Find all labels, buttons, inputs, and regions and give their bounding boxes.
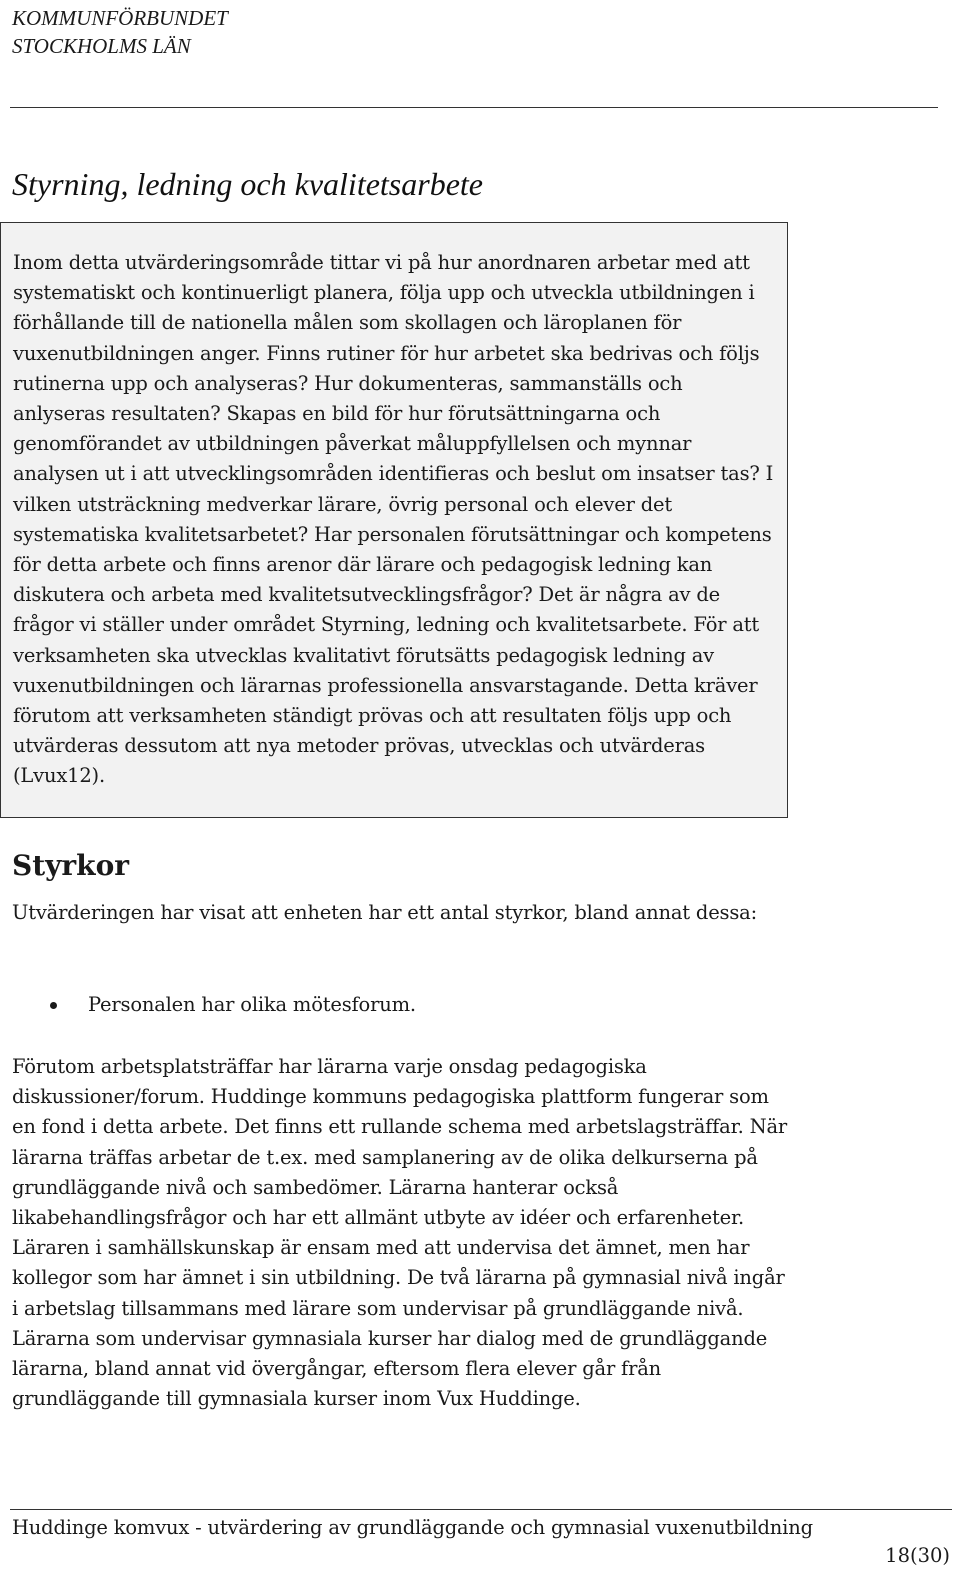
header-org-line-1: KOMMUNFÖRBUNDET bbox=[12, 6, 228, 30]
page-title: Styrning, ledning och kvalitetsarbete bbox=[12, 166, 483, 202]
intro-text: Inom detta utvärderingsområde tittar vi på hur anordnaren arbetar med att systematiskt och kontinuerligt planera, följa upp och utveckla utbildningen i förhållande till de nationella målen som skollagen och läroplanen för vuxenutbildningen anger. Finns rutiner för hur arbetet ska bedrivas och följs rutinerna upp och analyseras? Hur dokumenteras, sammanställs och anlyseras resultaten? Skapas en bild för hur förutsättningarna och genomförandet av utbildningen påverkat måluppfyllelsen och mynnar analysen ut i att utvecklingsområden identifieras och beslut om insatser tas? I vilken utsträckning medverkar lärare, övrig personal och elever det systematiska kvalitetsarbetet? Har personalen förutsättningar och kompetens för detta arbete och finns arenor där lärare och pedagogisk ledning kan diskutera och arbeta med kvalitetsutvecklingsfrågor? Det är några av de frågor vi ställer under området Styrning, ledning och kvalitetsarbete. För att verksamheten ska utvecklas kvalitativt förutsätts pedagogisk ledning av vuxenutbildningen och lärarnas professionella ansvarstagande. Detta kräver förutom att verksamheten ständigt prövas och att resultaten följs upp och utvärderas dessutom att nya metoder prövas, utvecklas och utvärderas (Lvux12). bbox=[13, 251, 774, 788]
footer-text: Huddinge komvux - utvärdering av grundläggande och gymnasial vuxenutbildning bbox=[12, 1516, 813, 1539]
header-divider bbox=[10, 107, 938, 108]
section-paragraph-1: Utvärderingen har visat att enheten har ett antal styrkor, bland annat dessa: bbox=[12, 901, 757, 924]
footer-divider bbox=[10, 1509, 952, 1510]
intro-box bbox=[0, 222, 788, 818]
list-item bbox=[0, 990, 800, 1020]
section-paragraph-2: Förutom arbetsplatsträffar har lärarna varje onsdag pedagogiska diskussioner/forum. Huddinge kommuns pedagogiska plattform fungerar som en fond i detta arbete. Det finns ett rullande schema med arbetslagsträffar. När lärarna träffas arbetar de t.ex. med samplanering av de olika delkurserna på grundläggande nivå och sambedömer. Lärarna hanterar också likabehandlingsfrågor och har ett allmänt utbyte av idéer och erfarenheter. Läraren i samhällskunskap är ensam med att undervisa det ämnet, men har kollegor som har ämnet i sin utbildning. De två lärarna på gymnasial nivå ingår i arbetslag tillsammans med lärare som undervisar på grundläggande nivå. Lärarna som undervisar gymnasiala kurser har dialog med de grundläggande lärarna, bland annat vid övergångar, eftersom flera elever går från grundläggande till gymnasiala kurser inom Vux Huddinge. bbox=[12, 1055, 787, 1411]
header-org-line-2: STOCKHOLMS LÄN bbox=[12, 34, 191, 58]
bullet-icon bbox=[50, 1002, 57, 1009]
bullet-list bbox=[0, 990, 800, 1020]
list-item-text: Personalen har olika mötesforum. bbox=[88, 993, 416, 1016]
section-heading: Styrkor bbox=[12, 849, 130, 882]
page-header bbox=[12, 4, 228, 60]
page-number: 18(30) bbox=[885, 1544, 950, 1567]
